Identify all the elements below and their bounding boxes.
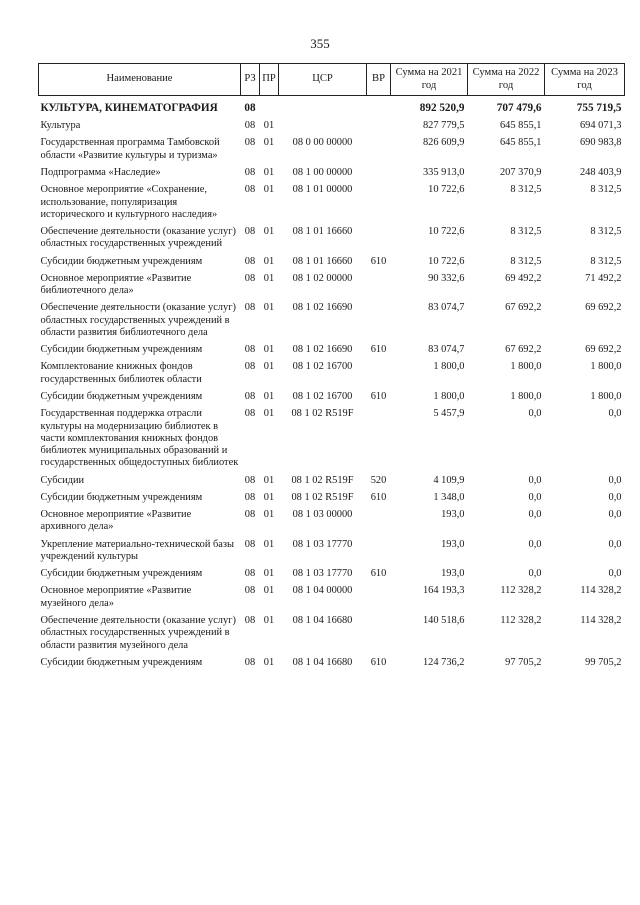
row-rz-cell: 08 [244, 102, 256, 114]
row-sum-2023-cell: 0,0 [608, 538, 622, 550]
row-rz-cell: 08 [244, 167, 256, 179]
row-pr-cell: 01 [263, 167, 275, 179]
row-vr-cell: 610 [370, 656, 387, 668]
row-rz-cell: 08 [244, 491, 256, 503]
row-csr-cell: 08 1 02 00000 [292, 272, 353, 284]
row-name-cell: Подпрограмма «Наследие» [40, 167, 161, 179]
row-sum-2023-cell: 694 071,3 [579, 120, 622, 132]
row-vr-cell [367, 166, 391, 183]
row-pr-cell: 01 [263, 491, 275, 503]
row-vr-cell [367, 225, 391, 255]
row-csr-cell: 08 1 04 16680 [292, 614, 353, 626]
header-sum-2021: Сумма на 2021 год [391, 64, 468, 96]
row-sum-2021-cell: 124 736,2 [422, 656, 465, 668]
row-vr-cell [367, 272, 391, 302]
row-name-cell: Субсидии бюджетным учреждениям [40, 344, 203, 356]
header-rz: РЗ [241, 64, 260, 96]
row-name-cell: Субсидии бюджетным учреждениям [40, 656, 203, 668]
row-csr-cell: 08 1 02 R519F [291, 408, 354, 420]
row-pr-cell: 01 [263, 391, 275, 402]
row-sum-2022-cell: 67 692,2 [505, 344, 542, 356]
row-sum-2022-cell: 69 492,2 [505, 272, 542, 284]
row-rz-cell: 08 [244, 474, 256, 486]
row-vr-cell: 610 [370, 391, 387, 402]
row-csr-cell: 08 1 03 17770 [292, 538, 353, 550]
row-sum-2023-cell: 8 312,5 [590, 226, 622, 238]
row-rz-cell: 08 [244, 408, 256, 420]
row-sum-2023-cell: 114 328,2 [580, 585, 622, 597]
row-name-cell: Обеспечение деятельности (оказание услуг) областных государственных учреждений в области развития библиотечного дела [40, 302, 236, 338]
row-rz-cell: 08 [244, 302, 256, 314]
row-vr-cell [367, 301, 391, 343]
row-rz-cell: 08 [244, 656, 256, 668]
row-sum-2021-cell: 4 109,9 [433, 474, 465, 486]
row-pr-cell [260, 96, 279, 120]
row-sum-2022-cell: 0,0 [528, 538, 542, 550]
table-row [39, 136, 625, 166]
row-sum-2023-cell: 1 800,0 [590, 361, 622, 373]
row-csr-cell: 08 1 03 00000 [292, 509, 353, 521]
table-row [39, 183, 625, 225]
row-name-cell: Основное мероприятие «Развитие библиотечного дела» [40, 272, 192, 297]
row-sum-2022-cell: 8 312,5 [510, 226, 542, 238]
row-sum-2021-cell: 335 913,0 [422, 167, 465, 179]
page-number: 355 [310, 36, 330, 51]
row-csr-cell: 08 1 04 00000 [292, 585, 353, 597]
row-pr-cell: 01 [263, 361, 275, 373]
table-header-row [39, 64, 625, 96]
row-sum-2021-cell: 193,0 [441, 538, 465, 550]
row-rz-cell: 08 [244, 255, 256, 267]
row-csr-cell: 08 1 01 16660 [292, 226, 353, 238]
row-name-cell: Государственная программа Тамбовской области «Развитие культуры и туризма» [40, 137, 220, 161]
table-body [39, 96, 625, 674]
row-pr-cell: 01 [263, 585, 275, 597]
row-sum-2023-cell: 690 983,8 [579, 137, 622, 149]
row-name-cell: Субсидии бюджетным учреждениям [40, 491, 203, 503]
row-vr-cell [367, 508, 391, 538]
row-vr-cell [367, 614, 391, 656]
row-csr-cell: 08 1 02 R519F [291, 474, 354, 486]
row-sum-2021-cell: 193,0 [441, 509, 465, 521]
row-pr-cell: 01 [263, 568, 275, 580]
row-csr-cell: 08 1 02 16690 [292, 344, 353, 356]
row-sum-2021-cell: 826 609,9 [422, 137, 465, 149]
row-pr-cell: 01 [263, 302, 275, 314]
table-row [39, 656, 625, 673]
row-rz-cell: 08 [244, 585, 256, 597]
row-rz-cell: 08 [244, 391, 256, 402]
row-csr-cell [279, 119, 367, 136]
row-sum-2023-cell: 248 403,9 [579, 167, 622, 179]
row-sum-2022-cell: 0,0 [528, 474, 542, 486]
row-sum-2022-cell: 707 479,6 [496, 102, 542, 114]
row-sum-2022-cell: 0,0 [528, 568, 542, 580]
row-name-cell: Основное мероприятие «Сохранение, использование, популяризация исторического и культурного наследия» [40, 184, 218, 220]
row-sum-2022-cell: 645 855,1 [499, 120, 542, 132]
header-name: Наименование [39, 64, 241, 96]
row-csr-cell: 08 0 00 00000 [292, 137, 353, 149]
row-sum-2022-cell: 67 692,2 [505, 302, 542, 314]
row-vr-cell [367, 119, 391, 136]
row-pr-cell: 01 [263, 656, 275, 668]
table-row [39, 96, 625, 120]
row-sum-2023-cell: 8 312,5 [590, 184, 622, 196]
row-sum-2021-cell: 83 074,7 [428, 344, 465, 356]
table-row [39, 491, 625, 508]
row-sum-2022-cell: 8 312,5 [510, 184, 542, 196]
row-sum-2021-cell: 1 800,0 [433, 391, 465, 402]
row-sum-2023-cell: 114 328,2 [580, 614, 622, 626]
row-csr-cell: 08 1 02 16700 [292, 391, 353, 402]
row-vr-cell: 610 [370, 491, 387, 503]
row-sum-2021-cell: 5 457,9 [433, 408, 465, 420]
row-pr-cell: 01 [263, 184, 275, 196]
row-name-cell: Обеспечение деятельности (оказание услуг) областных государственных учреждений [40, 226, 236, 250]
row-vr-cell [367, 407, 391, 473]
row-sum-2022-cell: 97 705,2 [505, 656, 542, 668]
row-vr-cell [367, 96, 391, 120]
row-sum-2021-cell: 827 779,5 [422, 120, 465, 132]
row-sum-2023-cell: 99 705,2 [585, 656, 622, 668]
row-vr-cell: 520 [370, 474, 387, 486]
table-row [39, 272, 625, 302]
row-sum-2023-cell: 0,0 [608, 491, 622, 503]
row-csr-cell: 08 1 01 16660 [292, 255, 353, 267]
table-row [39, 567, 625, 584]
row-rz-cell: 08 [244, 568, 256, 580]
header-csr: ЦСР [279, 64, 367, 96]
row-name-cell: Комплектование книжных фондов государственных библиотек области [40, 361, 202, 385]
row-sum-2021-cell: 10 722,6 [428, 255, 465, 267]
row-sum-2022-cell: 0,0 [528, 509, 542, 521]
row-rz-cell: 08 [244, 184, 256, 196]
row-pr-cell: 01 [263, 538, 275, 550]
row-vr-cell: 610 [370, 255, 387, 267]
row-sum-2023-cell: 755 719,5 [576, 102, 622, 114]
table-row [39, 614, 625, 656]
row-name-cell: Субсидии бюджетным учреждениям [40, 568, 203, 580]
row-name-cell: Субсидии бюджетным учреждениям [40, 255, 203, 267]
row-vr-cell [367, 183, 391, 225]
row-csr-cell: 08 1 03 17770 [292, 568, 353, 580]
row-sum-2023-cell: 8 312,5 [590, 255, 622, 267]
row-sum-2023-cell: 0,0 [608, 474, 622, 486]
row-name-cell: Обеспечение деятельности (оказание услуг) областных государственных учреждений в области развития музейного дела [40, 614, 236, 651]
row-pr-cell: 01 [263, 474, 275, 486]
row-rz-cell: 08 [244, 344, 256, 356]
budget-table [38, 63, 625, 673]
row-rz-cell: 08 [244, 614, 256, 626]
row-vr-cell [367, 360, 391, 390]
row-vr-cell [367, 584, 391, 614]
row-name-cell: Основное мероприятие «Развитие архивного дела» [40, 509, 192, 533]
row-sum-2023-cell: 69 692,2 [585, 302, 622, 314]
row-sum-2021-cell: 83 074,7 [428, 302, 465, 314]
table-row [39, 225, 625, 255]
row-csr-cell: 08 1 00 00000 [292, 167, 353, 179]
row-sum-2021-cell: 10 722,6 [428, 184, 465, 196]
row-pr-cell: 01 [263, 614, 275, 626]
table-row [39, 584, 625, 614]
row-sum-2021-cell: 10 722,6 [428, 226, 465, 238]
row-sum-2022-cell: 645 855,1 [499, 137, 542, 149]
row-rz-cell: 08 [244, 272, 256, 284]
row-pr-cell: 01 [263, 408, 275, 420]
row-sum-2023-cell: 71 492,2 [585, 272, 622, 284]
row-csr-cell: 08 1 02 16700 [292, 361, 353, 373]
header-vr: ВР [367, 64, 391, 96]
row-sum-2023-cell: 1 800,0 [590, 391, 622, 402]
row-pr-cell: 01 [263, 272, 275, 284]
table-row [39, 301, 625, 343]
row-name-cell: Государственная поддержка отрасли культуры на модернизацию библиотек в части комплектования книжных фондов библиотек муниципальных образований и государственных общедоступных библиотек [40, 408, 239, 469]
row-sum-2022-cell: 112 328,2 [500, 585, 542, 597]
row-rz-cell: 08 [244, 361, 256, 373]
row-pr-cell: 01 [263, 255, 275, 267]
row-name-cell: Укрепление материально-технической базы учреждений культуры [40, 538, 234, 562]
row-csr-cell: 08 1 04 16680 [292, 656, 353, 668]
row-rz-cell: 08 [244, 120, 256, 132]
row-name-cell: Культура [40, 120, 81, 132]
row-sum-2022-cell: 8 312,5 [510, 255, 542, 267]
row-sum-2023-cell: 0,0 [608, 408, 622, 420]
table-row [39, 360, 625, 390]
row-vr-cell: 610 [370, 568, 387, 580]
table-row [39, 166, 625, 183]
row-sum-2022-cell: 0,0 [528, 491, 542, 503]
table-row [39, 343, 625, 360]
row-csr-cell: 08 1 02 16690 [292, 302, 353, 314]
table-row [39, 508, 625, 538]
row-sum-2021-cell: 164 193,3 [422, 585, 465, 597]
row-sum-2023-cell: 0,0 [608, 509, 622, 521]
row-sum-2021-cell: 892 520,9 [419, 102, 465, 114]
row-vr-cell: 610 [370, 344, 387, 356]
table-row [39, 119, 625, 136]
header-pr: ПР [260, 64, 279, 96]
row-sum-2022-cell: 1 800,0 [510, 391, 542, 402]
table-row [39, 474, 625, 491]
row-rz-cell: 08 [244, 538, 256, 550]
row-sum-2023-cell: 69 692,2 [585, 344, 622, 356]
row-rz-cell: 08 [244, 509, 256, 521]
row-name-cell: Основное мероприятие «Развитие музейного дела» [40, 585, 192, 609]
row-sum-2022-cell: 112 328,2 [500, 614, 542, 626]
row-pr-cell: 01 [263, 344, 275, 356]
row-sum-2021-cell: 193,0 [441, 568, 465, 580]
header-sum-2023: Сумма на 2023 год [545, 64, 625, 96]
table-row [39, 255, 625, 272]
row-vr-cell [367, 136, 391, 166]
row-pr-cell: 01 [263, 226, 275, 238]
table-row [39, 538, 625, 568]
row-csr-cell [279, 96, 367, 120]
row-pr-cell: 01 [263, 137, 275, 149]
row-sum-2023-cell: 0,0 [608, 568, 622, 580]
table-row [39, 407, 625, 473]
row-sum-2021-cell: 140 518,6 [422, 614, 465, 626]
row-vr-cell [367, 538, 391, 568]
row-rz-cell: 08 [244, 226, 256, 238]
row-sum-2021-cell: 1 348,0 [433, 491, 465, 503]
row-pr-cell: 01 [263, 509, 275, 521]
row-name-cell: Субсидии бюджетным учреждениям [40, 391, 203, 402]
row-sum-2021-cell: 90 332,6 [428, 272, 465, 284]
row-sum-2021-cell: 1 800,0 [433, 361, 465, 373]
row-sum-2022-cell: 1 800,0 [510, 361, 542, 373]
table-row [39, 390, 625, 407]
row-csr-cell: 08 1 02 R519F [291, 491, 354, 503]
row-sum-2022-cell: 207 370,9 [499, 167, 542, 179]
row-pr-cell: 01 [263, 120, 275, 132]
row-name-cell: Субсидии [40, 474, 85, 486]
row-name-cell: КУЛЬТУРА, КИНЕМАТОГРАФИЯ [40, 102, 218, 114]
header-sum-2022: Сумма на 2022 год [468, 64, 545, 96]
row-rz-cell: 08 [244, 137, 256, 149]
row-csr-cell: 08 1 01 00000 [292, 184, 353, 196]
row-sum-2022-cell: 0,0 [528, 408, 542, 420]
